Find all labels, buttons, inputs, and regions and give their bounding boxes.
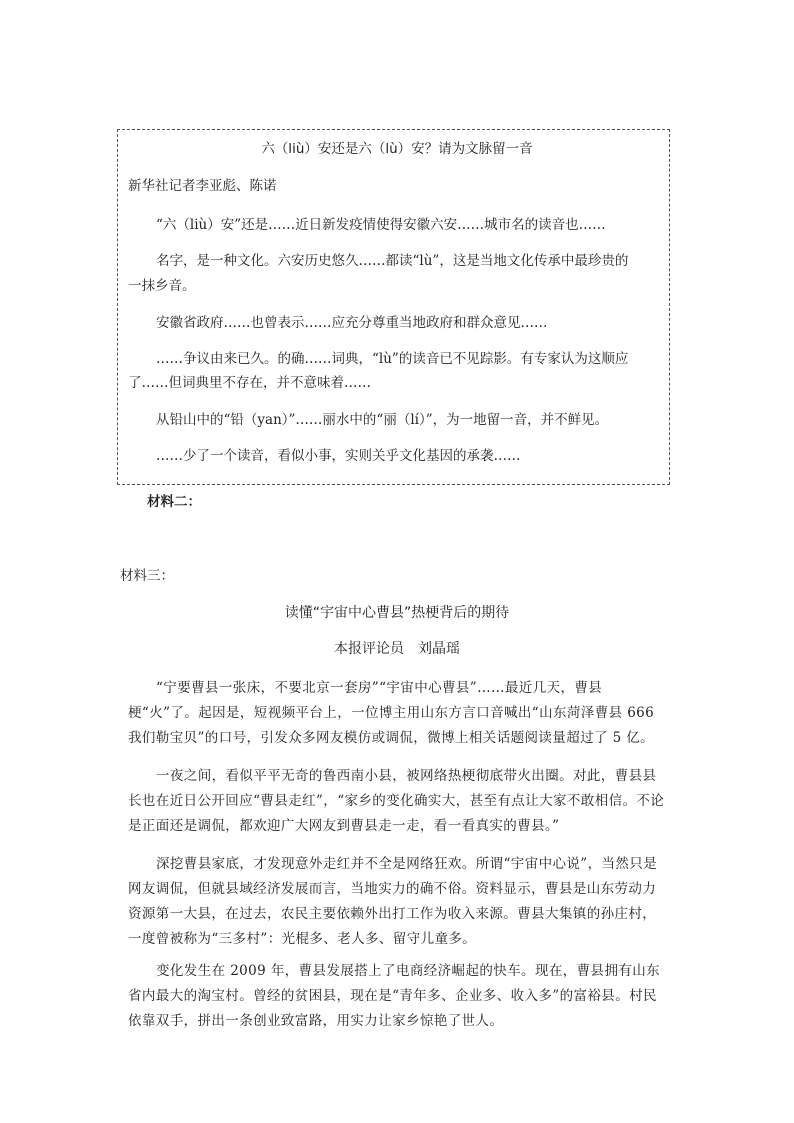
material1-paragraph-4-line1: ……争议由来已久。的确……词典，“lù”的读音已不见踪影。有专家认为这顺应 <box>156 351 629 367</box>
material3-paragraph-1 <box>128 676 668 751</box>
paragraph-text: 深挖曹县家底，才发现意外走红并不全是网络狂欢。所谓“宇宙中心说”，当然只是网友调侃，但就县域经济发展而言，当地实力的确不俗。资料显示，曹县是山东劳动力资源第一大县，在过去，农民主要依赖外出打工作为收入来源。曹县大集镇的孙庄村，一度曾被称为“三多村”：光棍多、老人多、留守儿童多。 <box>128 856 658 947</box>
material1-byline: 新华社记者李亚彪、陈诺 <box>128 178 277 194</box>
material3-paragraph-4 <box>128 959 668 1034</box>
material3-paragraph-3 <box>128 852 668 952</box>
material3-label: 材料三： <box>120 568 174 584</box>
paragraph-text: 变化发生在 2009 年，曹县发展搭上了电商经济崛起的快车。现在，曹县拥有山东省内最大的淘宝村。曾经的贫困县，现在是“青年多、企业多、收入多”的富裕县。村民依靠双手，拼出一条创业致富路，用实力让家乡惊艳了世人。 <box>128 963 661 1029</box>
material1-paragraph-3: 安徽省政府……也曾表示……应充分尊重当地政府和群众意见…… <box>156 315 548 331</box>
paragraph-text: 一夜之间，看似平平无奇的鲁西南小县，被网络热梗彻底带火出圈。对此，曹县县长也在近日公开回应“曹县走红”，“家乡的变化确实大，甚至有点让大家不敢相信。不论是正面还是调侃，都欢迎广大网友到曹县走一走，看一看真实的曹县。” <box>128 768 665 834</box>
material3-byline: 本报评论员 刘晶瑶 <box>334 641 460 657</box>
material1-paragraph-4-line2: 了……但词典里不存在，并不意味着…… <box>128 375 371 391</box>
material1-paragraph-2-line1: 名字，是一种文化。六安历史悠久……都读“lù”，这是当地文化传承中最珍贵的 <box>156 253 629 269</box>
material3-title: 读懂“宇宙中心曹县”热梗背后的期待 <box>284 605 510 621</box>
material2-label: 材料二： <box>147 494 201 510</box>
material1-paragraph-5: 从铅山中的“铅（yan）”……丽水中的“丽（lí）”，为一地留一音，并不鲜见。 <box>156 412 609 428</box>
material1-paragraph-1: “六（liù）安”还是……近日新发疫情使得安徽六安……城市名的读音也…… <box>156 217 606 233</box>
material3-paragraph-2 <box>128 764 668 839</box>
paragraph-text: “宁要曹县一张床，不要北京一套房”“宇宙中心曹县”……最近几天，曹县梗“火”了。起因是，短视频平台上，一位博主用山东方言口音喊出“山东菏泽曹县 666 我们勒宝贝”的口号，引发众多网友模仿或调侃，微博上相关话题阅读量超过了 5 亿。 <box>128 680 669 746</box>
material1-paragraph-6: ……少了一个读音，看似小事，实则关乎文化基因的承袭…… <box>156 448 521 464</box>
material1-title: 六（liù）安还是六（lù）安？请为文脉留一音 <box>261 141 533 157</box>
material1-paragraph-2-line2: 一抹乡音。 <box>128 278 196 294</box>
